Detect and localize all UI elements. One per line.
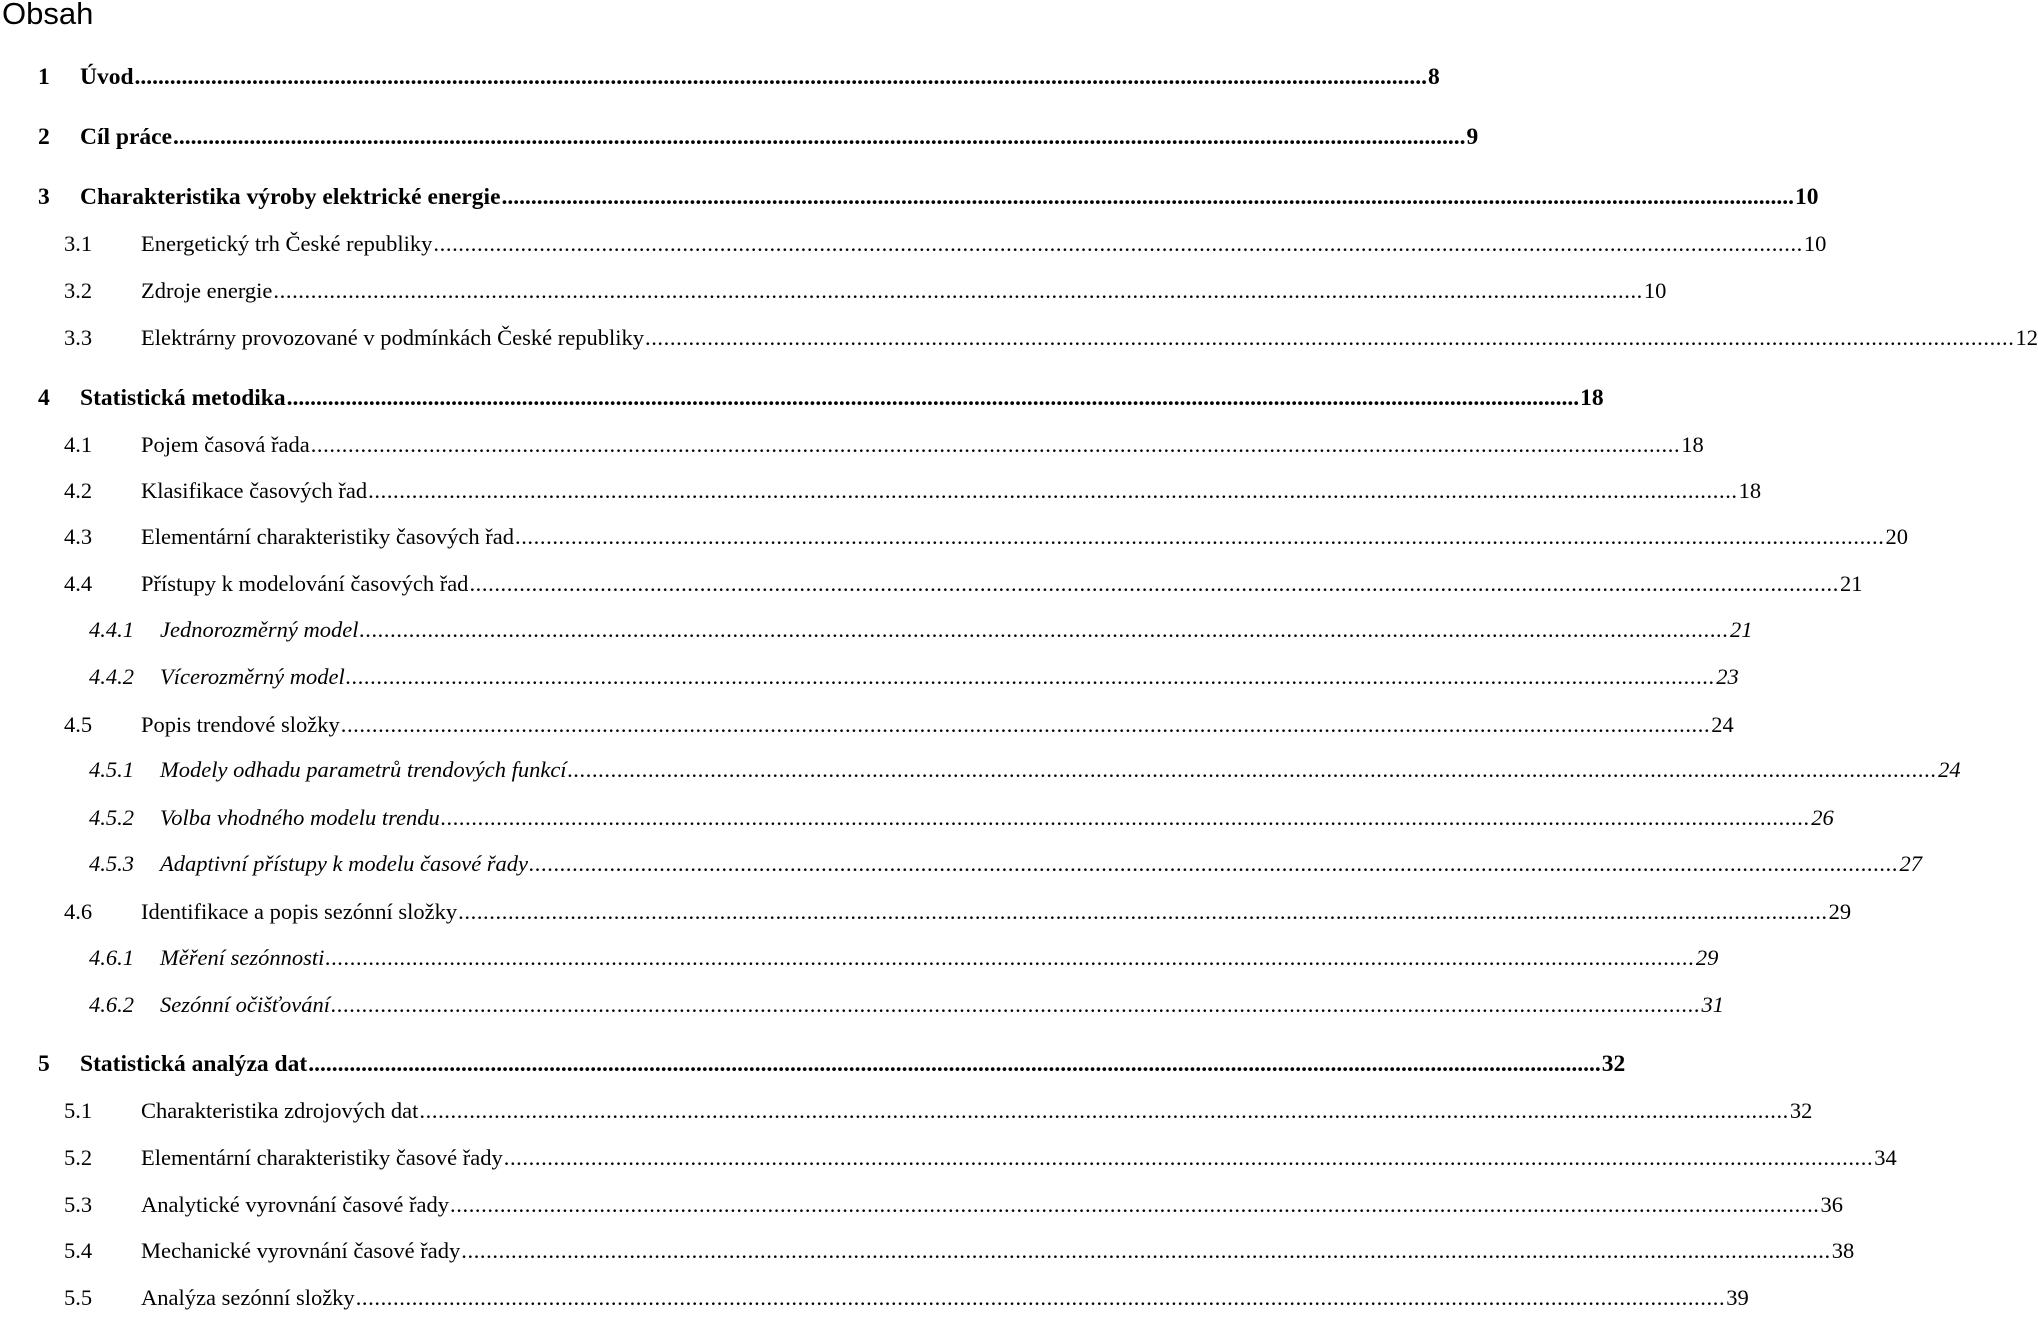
toc-entry-number: 4.5.3 [89,851,134,876]
toc-entry[interactable] [89,851,1923,881]
toc-entry-title: Mechanické vyrovnání časové řady [141,1238,461,1263]
toc-entry-title: Volba vhodného modelu trendu [160,805,440,830]
dot-leader: ............................................................................................................................................................................................................................ [286,385,1580,411]
toc-entry-number: 4.6.2 [89,992,134,1017]
toc-entry-page-number: 10 [1803,231,1827,256]
toc-entry-number: 5.5 [64,1285,93,1310]
dot-leader: ............................................................................................................................................................................................................................ [173,124,1466,150]
toc-entry[interactable] [64,712,1734,742]
dot-leader: ............................................................................................................................................................................................................................ [368,478,1738,503]
toc-entry-number: 3.1 [64,231,93,256]
page-title: Obsah [2,0,94,31]
toc-entry-page-number: 18 [1681,432,1704,457]
toc-entry[interactable] [64,1192,1844,1222]
toc-entry[interactable] [38,1051,1626,1081]
dot-leader: ............................................................................................................................................................................................................................ [310,432,1681,457]
toc-entry-title: Popis trendové složky [141,712,340,737]
toc-entry-page-number: 26 [1811,805,1834,830]
toc-entry-title: Vícerozměrný model [160,664,345,689]
toc-entry-title: Měření sezónnosti [160,945,325,970]
toc-entry-number: 4.2 [64,478,93,503]
toc-entry-title: Statistická metodika [80,385,286,411]
toc-entry[interactable] [64,1238,1855,1268]
toc-entry[interactable] [38,184,1819,214]
toc-entry-title: Modely odhadu parametrů trendových funkcí [160,757,567,782]
toc-entry-number: 4 [38,385,50,411]
toc-entry-number: 4.1 [64,432,93,457]
dot-leader: ............................................................................................................................................................................................................................ [458,899,1828,924]
dot-leader: ............................................................................................................................................................................................................................ [567,757,1938,782]
toc-entry-title: Identifikace a popis sezónní složky [141,899,458,924]
toc-entry-page-number: 18 [1580,385,1604,411]
toc-entry-page-number: 24 [1938,757,1961,782]
toc-entry-title: Přístupy k modelování časových řad [141,571,469,596]
toc-entry-title: Analytické vyrovnání časové řady [141,1192,450,1217]
toc-entry-title: Jednorozměrný model [160,617,359,642]
toc-entry[interactable] [64,1098,1813,1128]
toc-entry-page-number: 34 [1874,1145,1897,1170]
toc-entry[interactable] [89,757,1961,787]
dot-leader: ............................................................................................................................................................................................................................ [419,1098,1789,1123]
toc-entry-page-number: 32 [1601,1051,1626,1077]
dot-leader: ............................................................................................................................................................................................................................ [644,325,2015,350]
toc-entry-page-number: 29 [1695,945,1719,970]
dot-leader: ............................................................................................................................................................................................................................ [331,992,1701,1017]
dot-leader: ............................................................................................................................................................................................................................ [469,571,1839,596]
toc-entry-number: 5.3 [64,1192,93,1217]
toc-entry[interactable] [64,899,1852,929]
toc-entry[interactable] [38,385,1604,415]
toc-entry[interactable] [89,945,1719,975]
dot-leader: ............................................................................................................................................................................................................................ [273,278,1643,303]
toc-entry-number: 4.5.2 [89,805,134,830]
toc-entry-number: 4.5.1 [89,757,134,782]
toc-entry-page-number: 23 [1716,664,1739,689]
toc-entry[interactable] [64,1145,1897,1175]
toc-entry-title: Elementární charakteristiky časových řad [141,524,514,549]
toc-entry[interactable] [89,617,1753,647]
toc-entry-number: 3.3 [64,325,93,350]
toc-entry-page-number: 8 [1428,64,1440,90]
toc-entry-number: 4.4 [64,571,93,596]
toc-entry-number: 4.4.2 [89,664,134,689]
toc-entry-number: 3.2 [64,278,93,303]
toc-entry-page-number: 38 [1831,1238,1855,1263]
toc-entry-number: 1 [38,64,50,90]
toc-entry-title: Charakteristika výroby elektrické energie [80,184,501,210]
toc-entry-title: Energetický trh České republiky [141,231,433,256]
dot-leader: ............................................................................................................................................................................................................................ [433,231,1803,256]
toc-entry[interactable] [89,805,1834,835]
toc-entry-page-number: 20 [1885,524,1908,549]
toc-entry-page-number: 12 [2015,325,2038,350]
toc-entry[interactable] [38,64,1440,94]
toc-entry[interactable] [64,478,1762,508]
dot-leader: ............................................................................................................................................................................................................................ [450,1192,1820,1217]
dot-leader: ............................................................................................................................................................................................................................ [355,1285,1726,1310]
toc-entry-title: Charakteristika zdrojových dat [141,1098,419,1123]
toc-entry-number: 4.3 [64,524,93,549]
toc-entry-number: 5.2 [64,1145,93,1170]
toc-entry[interactable] [64,524,1908,554]
toc-entry-page-number: 31 [1701,992,1725,1017]
dot-leader: ............................................................................................................................................................................................................................ [359,617,1729,642]
toc-entry-number: 5.4 [64,1238,93,1263]
toc-entry-page-number: 36 [1820,1192,1844,1217]
toc-entry-page-number: 39 [1726,1285,1749,1310]
toc-entry-number: 4.5 [64,712,93,737]
toc-entry-page-number: 10 [1795,184,1819,210]
dot-leader: ............................................................................................................................................................................................................................ [134,64,1428,90]
toc-entry-number: 3 [38,184,50,210]
toc-entry[interactable] [89,992,1725,1022]
toc-entry-number: 4.6 [64,899,93,924]
toc-entry-title: Sezónní očišťování [160,992,331,1017]
toc-entry-number: 4.6.1 [89,945,134,970]
toc-entry-title: Statistická analýza dat [80,1051,308,1077]
dot-leader: ............................................................................................................................................................................................................................ [340,712,1711,737]
toc-entry-page-number: 21 [1730,617,1753,642]
dot-leader: ............................................................................................................................................................................................................................ [345,664,1716,689]
toc-entry-title: Cíl práce [80,124,173,150]
dot-leader: ............................................................................................................................................................................................................................ [514,524,1885,549]
toc-entry-title: Pojem časová řada [141,432,310,457]
toc-entry-page-number: 18 [1738,478,1762,503]
toc-entry[interactable] [64,278,1667,308]
toc-entry-page-number: 21 [1839,571,1863,596]
toc-entry-page-number: 27 [1899,851,1923,876]
toc-entry[interactable] [64,231,1827,261]
toc-entry[interactable] [64,432,1704,462]
toc-entry-title: Elementární charakteristiky časové řady [141,1145,503,1170]
dot-leader: ............................................................................................................................................................................................................................ [461,1238,1831,1263]
dot-leader: ............................................................................................................................................................................................................................ [308,1051,1601,1077]
toc-entry-title: Zdroje energie [141,278,273,303]
toc-entry-number: 5 [38,1051,50,1077]
toc-entry[interactable] [64,325,2038,355]
toc-entry-page-number: 29 [1828,899,1852,924]
toc-entry-number: 2 [38,124,50,150]
toc-entry-title: Úvod [80,64,134,90]
toc-entry-number: 5.1 [64,1098,93,1123]
dot-leader: ............................................................................................................................................................................................................................ [325,945,1695,970]
toc-entry-page-number: 32 [1789,1098,1813,1123]
toc-entry-page-number: 24 [1711,712,1734,737]
toc-entry-number: 4.4.1 [89,617,134,642]
toc-entry[interactable] [38,124,1479,154]
toc-entry-page-number: 10 [1643,278,1667,303]
dot-leader: ............................................................................................................................................................................................................................ [529,851,1899,876]
toc-entry-page-number: 9 [1466,124,1479,150]
toc-entry[interactable] [89,664,1739,694]
dot-leader: ............................................................................................................................................................................................................................ [440,805,1811,830]
toc-entry-title: Klasifikace časových řad [141,478,368,503]
toc-entry[interactable] [64,571,1863,601]
dot-leader: ............................................................................................................................................................................................................................ [503,1145,1874,1170]
toc-entry-title: Analýza sezónní složky [141,1285,355,1310]
toc-entry[interactable] [64,1285,1749,1315]
dot-leader: ............................................................................................................................................................................................................................ [501,184,1795,210]
toc-entry-title: Adaptivní přístupy k modelu časové řady [160,851,529,876]
toc-entry-title: Elektrárny provozované v podmínkách České republiky [141,325,644,350]
